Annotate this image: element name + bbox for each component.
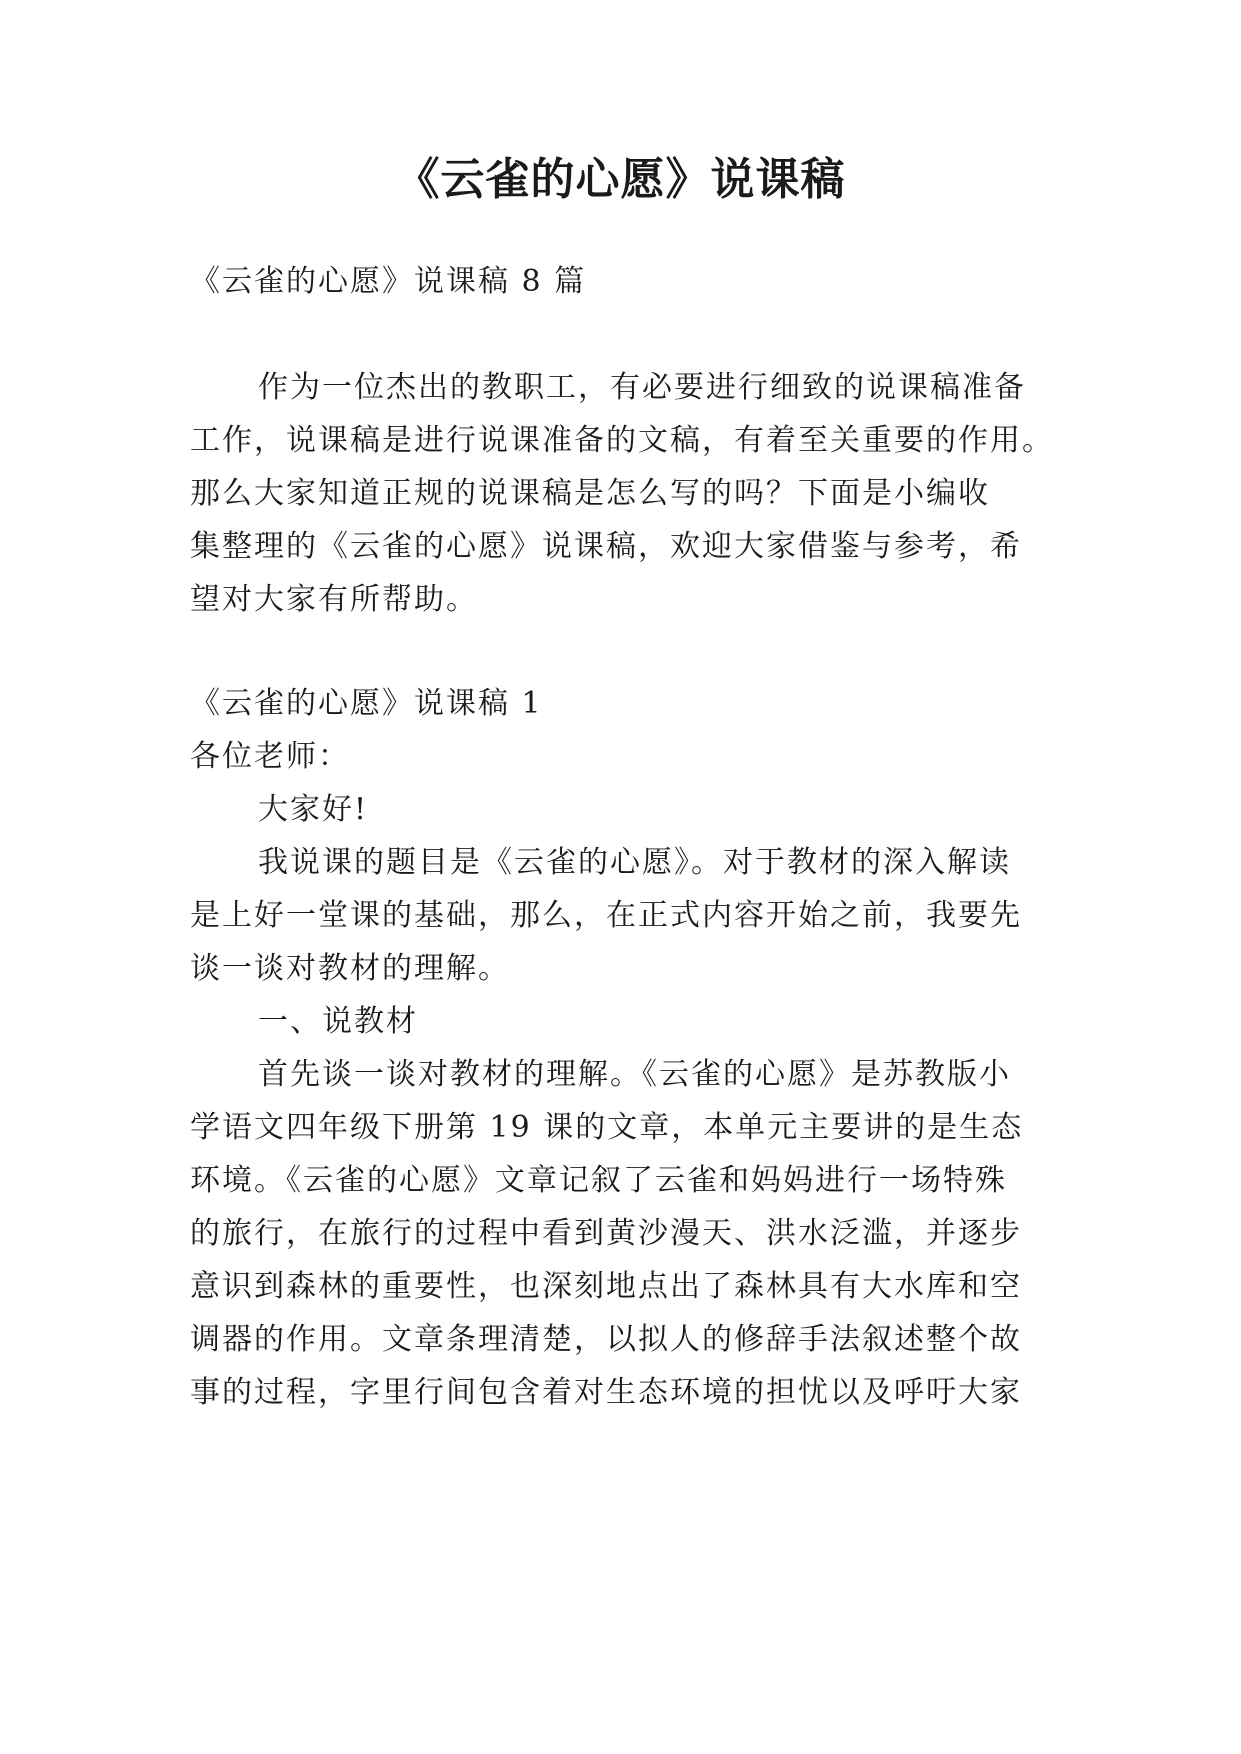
section-heading: 《云雀的心愿》说课稿 1 — [190, 686, 543, 721]
paragraph-line: 环境。《云雀的心愿》文章记叙了云雀和妈妈进行一场特殊 — [190, 1163, 1007, 1198]
intro-line: 那么大家知道正规的说课稿是怎么写的吗？下面是小编收 — [190, 476, 990, 511]
intro-line: 望对大家有所帮助。 — [190, 582, 478, 617]
intro-line: 工作，说课稿是进行说课准备的文稿，有着至关重要的作用。 — [190, 423, 1054, 458]
salutation: 各位老师： — [190, 739, 350, 774]
page-title: 《云雀的心愿》说课稿 — [395, 154, 846, 205]
paragraph-line: 是上好一堂课的基础，那么，在正式内容开始之前，我要先 — [190, 898, 1022, 933]
paragraph-line: 我说课的题目是《云雀的心愿》。对于教材的深入解读 — [258, 845, 1011, 880]
part-heading: 一、说教材 — [258, 1004, 418, 1039]
paragraph-line: 首先谈一谈对教材的理解。《云雀的心愿》是苏教版小 — [258, 1057, 1011, 1092]
subtitle: 《云雀的心愿》说课稿 8 篇 — [190, 264, 587, 299]
greeting: 大家好! — [258, 792, 369, 827]
intro-line: 作为一位杰出的教职工，有必要进行细致的说课稿准备 — [258, 370, 1026, 405]
paragraph-line: 事的过程，字里行间包含着对生态环境的担忧以及呼吁大家 — [190, 1375, 1022, 1410]
paragraph-line: 意识到森林的重要性，也深刻地点出了森林具有大水库和空 — [190, 1269, 1022, 1304]
paragraph-line: 调器的作用。文章条理清楚，以拟人的修辞手法叙述整个故 — [190, 1322, 1022, 1357]
paragraph-line: 学语文四年级下册第 19 课的文章，本单元主要讲的是生态 — [190, 1110, 1024, 1145]
intro-line: 集整理的《云雀的心愿》说课稿，欢迎大家借鉴与参考，希 — [190, 529, 1022, 564]
paragraph-line: 的旅行，在旅行的过程中看到黄沙漫天、洪水泛滥，并逐步 — [190, 1216, 1022, 1251]
paragraph-line: 谈一谈对教材的理解。 — [190, 951, 510, 986]
